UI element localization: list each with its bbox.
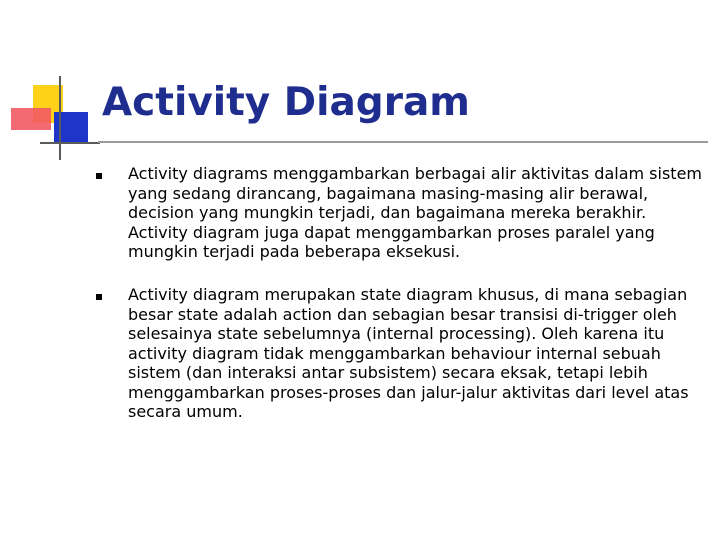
bullet-text: Activity diagrams menggambarkan berbagai alir aktivitas dalam sistem yang sedang dirancang, bagaimana masing-masing alir berawal, decision yang mungkin terjadi, dan bagaimana mereka berakhir. Activity diagram juga dapat menggambarkan proses paralel yang mungkin terjadi pada beberapa eksekusi.	[128, 164, 702, 261]
bullet-text: Activity diagram merupakan state diagram khusus, di mana sebagian besar state adalah action dan sebagian besar transisi di-trigger oleh selesainya state sebelumnya (internal processing). Oleh karena itu activity diagram tidak menggambarkan behaviour internal sebuah sistem (dan interaksi antar subsistem) secara eksak, tetapi lebih menggambarkan proses-proses dan jalur-jalur aktivitas dari level atas secara umum.	[128, 285, 689, 421]
title-underline-rule	[98, 141, 708, 143]
square-bullet-icon	[96, 294, 102, 300]
slide-title: Activity Diagram	[102, 80, 470, 125]
vertical-line-decoration	[59, 76, 61, 160]
short-horizontal-line-decoration	[40, 142, 100, 144]
square-bullet-icon	[96, 173, 102, 179]
red-bar-decoration	[11, 108, 51, 130]
